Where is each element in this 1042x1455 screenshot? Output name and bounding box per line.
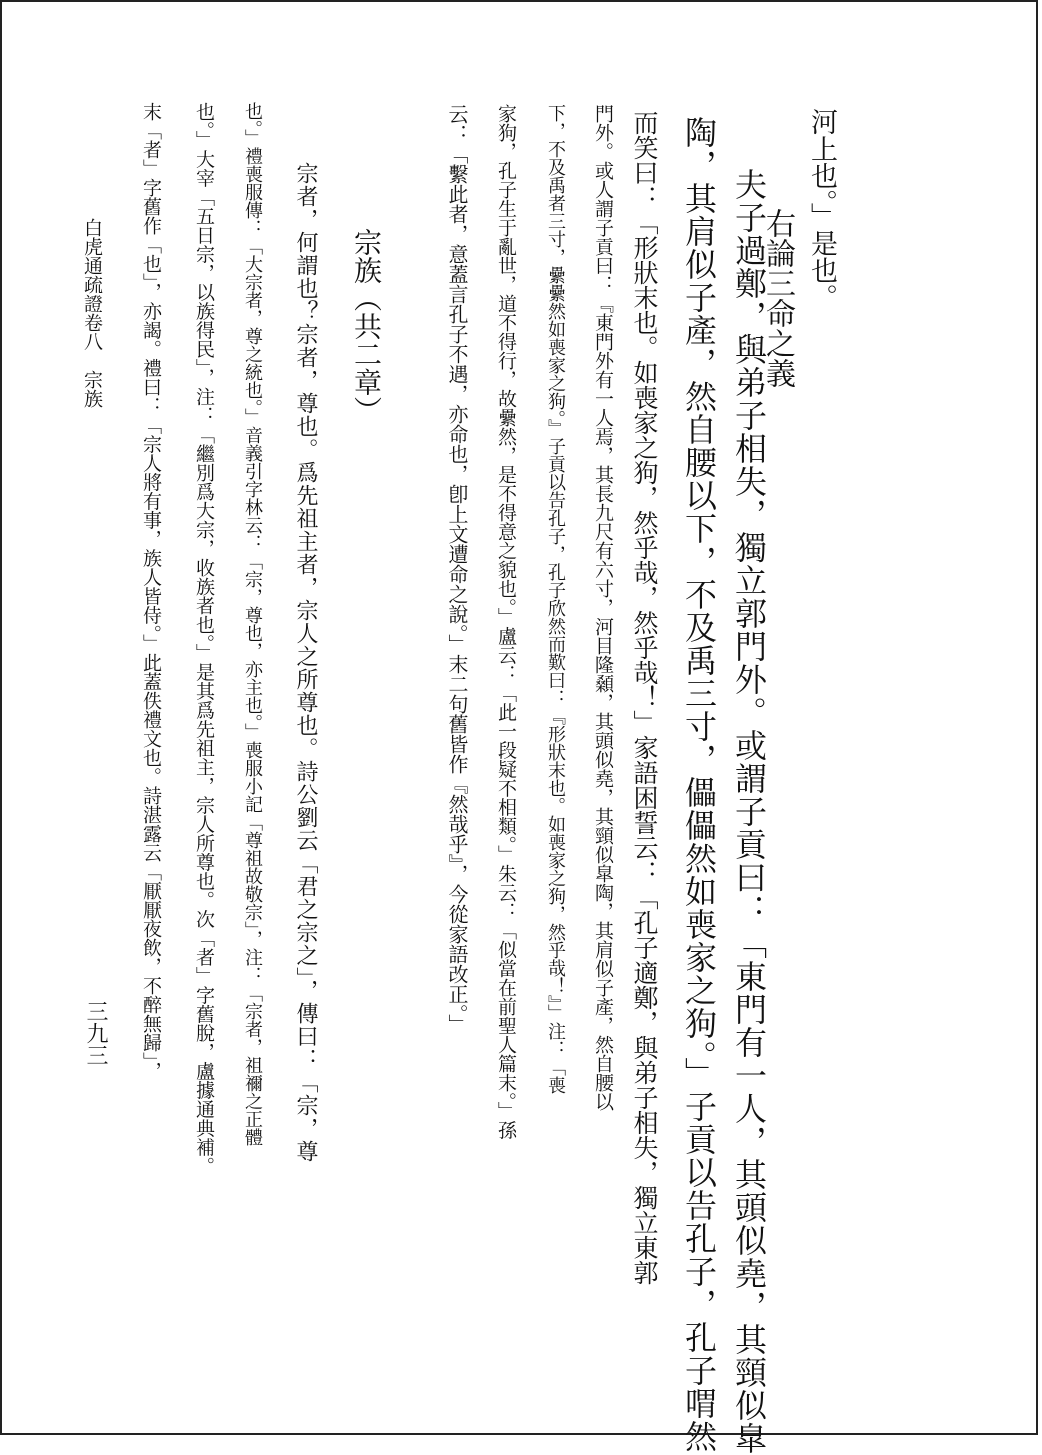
text-column-8: 家狗，孔子生于亂世，道不得行，故纍然，是不得意之貌也。」盧云：「此一段疑不相類。」朱云：「似當在前聖人篇末。」孫 xyxy=(495,104,517,1140)
text-column-14: 末「者」字舊作「也」，亦謁。禮曰：「宗人將有事，族人皆侍。」此蓋佚禮文也。詩湛露云「厭厭夜飲，不醉無歸」， xyxy=(140,102,162,1081)
text-column-9: 云：「繫此者，意蓋言孔子不遇，亦命也，卽上文遭命之說。」末二句舊皆作『然哉乎』，今從家語改正。」 xyxy=(445,104,469,1034)
text-column-11: 宗者，何謂也？宗者，尊也。爲先祖主者，宗人之所尊也。詩公劉云「君之宗之」，傳曰：「宗，尊 xyxy=(293,162,318,1163)
page-number: 三九三 xyxy=(83,1000,108,1066)
text-column-7: 下，不及禹者三寸，纍纍然如喪家之狗。』子貢以告孔子，孔子欣然而歎曰：『形狀末也。如喪家之狗，然乎哉！』」注：「喪 xyxy=(545,104,566,1094)
section-heading-mingyi: 右論三命之義 xyxy=(760,208,795,388)
text-column-4: 陶，其肩似子產，然自腰以下，不及禹三寸，儡儡然如喪家之狗。」子貢以告孔子，孔子喟然 xyxy=(680,116,718,1453)
text-column-5: 而笑曰：「形狀末也。如喪家之狗，然乎哉，然乎哉！」家語困誓云：「孔子適鄭，與弟子相失，獨立東郭 xyxy=(630,110,659,1285)
text-column-6: 門外。或人謂子貢曰：『東門外有一人焉，其長九尺有六寸，河目隆顙，其頭似堯，其頸似皐陶，其肩似子產，然自腰以 xyxy=(592,104,614,1111)
text-column-3: 夫子過鄭，與弟子相失，獨立郭門外。或謂子貢曰：「東門有一人，其頭似堯，其頸似皐 xyxy=(730,168,768,1455)
text-column-1: 河上也。」是也。 xyxy=(806,108,837,311)
text-column-12: 也。」禮喪服傳：「大宗者，尊之統也。」音義引字林云：「宗，尊也，亦主也。」喪服小記「尊祖故敬宗」，注：「宗者，祖禰之正體 xyxy=(242,102,263,1146)
section-heading-zongzu: 宗族（共二章） xyxy=(350,228,383,424)
text-column-13: 也。」大宰「五日宗，以族得民」，注：「繼別爲大宗，收族者也。」是其爲先祖主，宗人所尊也。次「者」字舊脫，盧據通典補。 xyxy=(193,102,215,1176)
running-footer-title: 白虎通疏證卷八 宗族 xyxy=(81,218,103,408)
